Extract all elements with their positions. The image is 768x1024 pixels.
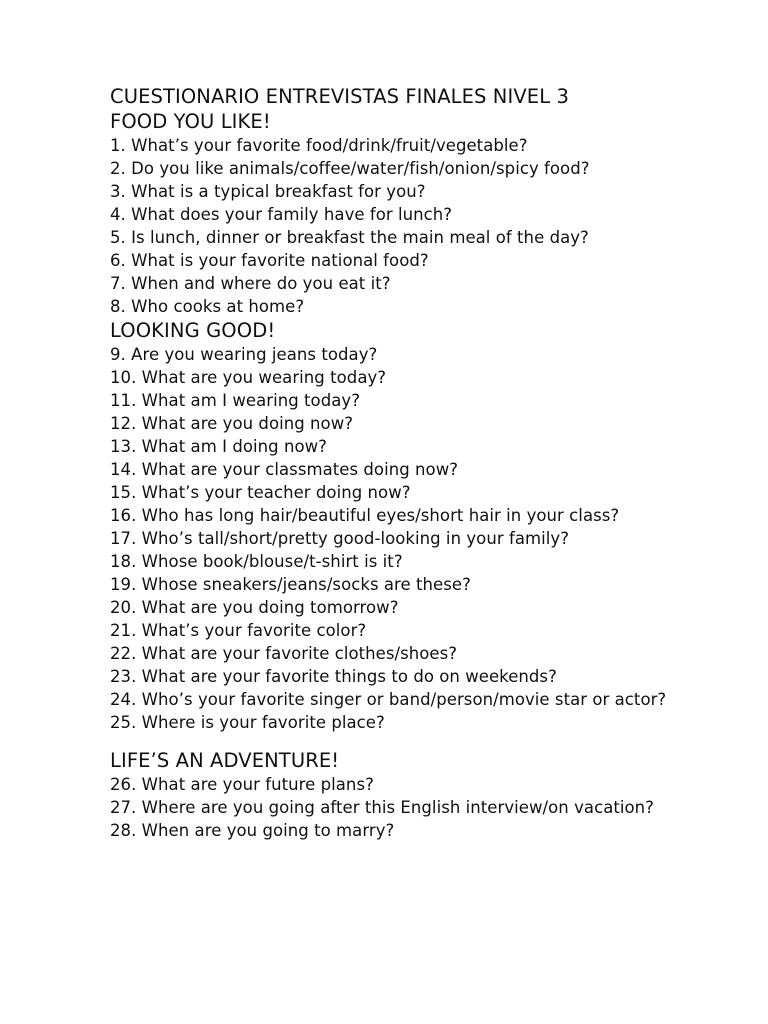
section-heading-food: FOOD YOU LIKE! [110, 110, 271, 133]
question-item: 10. What are you wearing today? [110, 368, 387, 387]
section-adventure [110, 748, 730, 842]
question-item: 13. What am I doing now? [110, 437, 327, 456]
question-item: 23. What are your favorite things to do on weekends? [110, 667, 557, 686]
question-item: 19. Whose sneakers/jeans/socks are these? [110, 575, 471, 594]
document-title: CUESTIONARIO ENTREVISTAS FINALES NIVEL 3 [110, 85, 569, 108]
question-item: 26. What are your future plans? [110, 775, 374, 794]
section-heading-adventure: LIFE’S AN ADVENTURE! [110, 749, 340, 772]
question-item: 27. Where are you going after this English interview/on vacation? [110, 798, 654, 817]
question-item: 1. What’s your favorite food/drink/fruit/vegetable? [110, 136, 528, 155]
question-item: 24. Who’s your favorite singer or band/person/movie star or actor? [110, 690, 667, 709]
question-item: 5. Is lunch, dinner or breakfast the main meal of the day? [110, 228, 589, 247]
question-item: 15. What’s your teacher doing now? [110, 483, 411, 502]
question-item: 7. When and where do you eat it? [110, 274, 391, 293]
section-heading-looking-good: LOOKING GOOD! [110, 319, 276, 342]
section-food [110, 109, 730, 318]
question-item: 9. Are you wearing jeans today? [110, 345, 378, 364]
question-item: 28. When are you going to marry? [110, 821, 395, 840]
question-item: 11. What am I wearing today? [110, 391, 360, 410]
section-looking-good [110, 318, 730, 734]
question-item: 8. Who cooks at home? [110, 297, 305, 316]
question-item: 21. What’s your favorite color? [110, 621, 367, 640]
question-item: 12. What are you doing now? [110, 414, 354, 433]
question-item: 20. What are you doing tomorrow? [110, 598, 399, 617]
document-page [110, 84, 730, 842]
question-item: 16. Who has long hair/beautiful eyes/short hair in your class? [110, 506, 620, 525]
question-item: 2. Do you like animals/coffee/water/fish/onion/spicy food? [110, 159, 590, 178]
question-item: 6. What is your favorite national food? [110, 251, 429, 270]
question-item: 22. What are your favorite clothes/shoes? [110, 644, 458, 663]
question-item: 3. What is a typical breakfast for you? [110, 182, 426, 201]
question-item: 25. Where is your favorite place? [110, 713, 385, 732]
question-item: 17. Who’s tall/short/pretty good-looking in your family? [110, 529, 569, 548]
question-item: 18. Whose book/blouse/t-shirt is it? [110, 552, 403, 571]
question-item: 4. What does your family have for lunch? [110, 205, 453, 224]
question-item: 14. What are your classmates doing now? [110, 460, 459, 479]
section-gap [110, 734, 730, 748]
